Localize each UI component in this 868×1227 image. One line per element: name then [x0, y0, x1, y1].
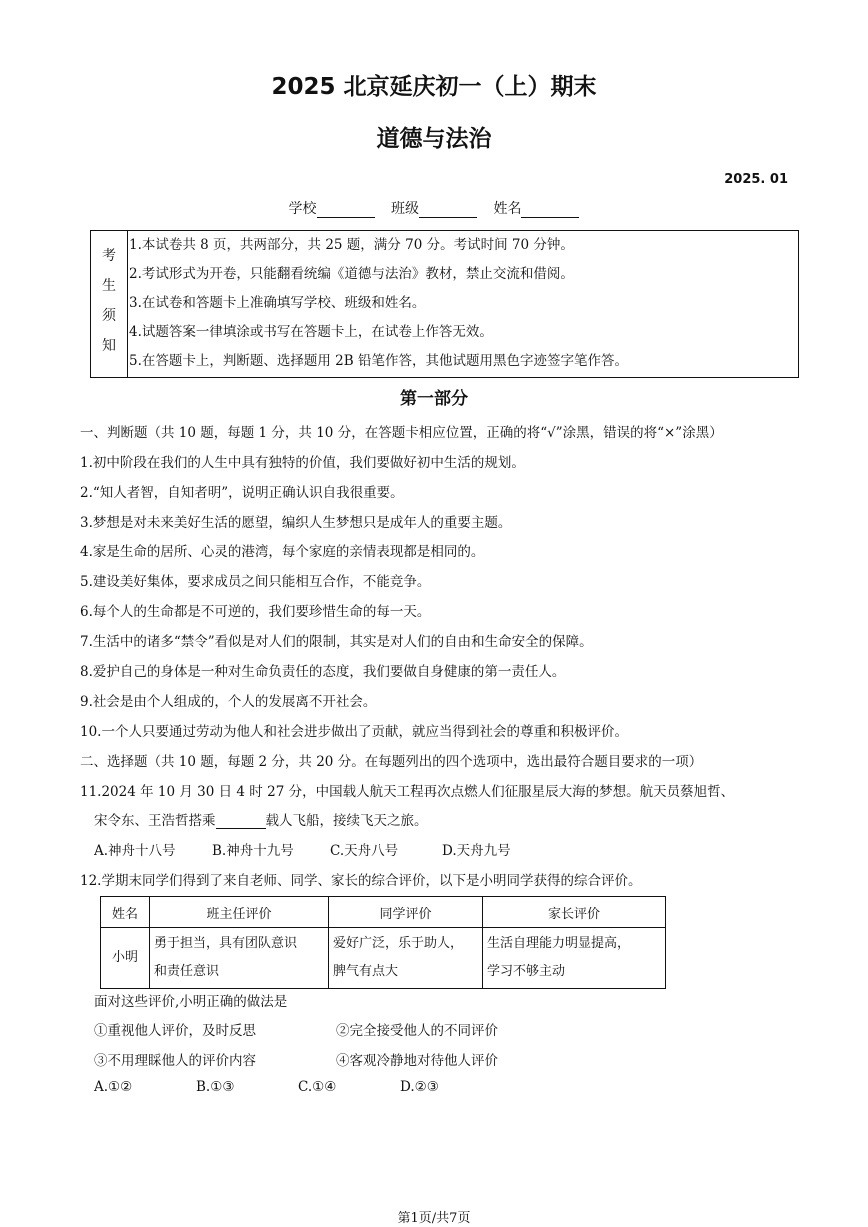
- option-c: C.天舟八号: [330, 843, 399, 859]
- question-11-options: [94, 839, 511, 859]
- evaluation-table: [100, 896, 666, 989]
- header-teacher: 班主任评价: [150, 897, 329, 928]
- student-info-fields: [0, 198, 868, 218]
- teacher-evaluation: 勇于担当，具有团队意识 和责任意识: [150, 928, 329, 989]
- notice-side-label: 考 生 须 知: [91, 231, 128, 377]
- question-7: 7.生活中的诸多“禁令”看似是对人们的限制，其实是对人们的自由和生命安全的保障。: [80, 634, 593, 650]
- statement-3: ③不用理睬他人的评价内容: [94, 1053, 256, 1069]
- page-number: 第1页/共7页: [397, 1211, 471, 1226]
- student-name: 小明: [101, 928, 150, 989]
- question-11-line2: 宋令东、王浩哲搭乘 载人飞船，接续飞天之旅。: [94, 813, 428, 829]
- question-10: 10.一个人只要通过劳动为他人和社会进步做出了贡献，就应当得到社会的尊重和积极评价。: [80, 724, 628, 740]
- option-b: B.①③: [196, 1079, 235, 1095]
- notice-item: 2.考试形式为开卷，只能翻看统编《道德与法治》教材，禁止交流和借阅。: [129, 266, 574, 282]
- option-d: D.②③: [400, 1079, 439, 1095]
- option-b: B.神舟十九号: [212, 843, 294, 859]
- question-4: 4.家是生命的居所、心灵的港湾，每个家庭的亲情表现都是相同的。: [80, 544, 485, 560]
- header-name: 姓名: [101, 897, 150, 928]
- table-row: [101, 928, 666, 989]
- table-header-row: [101, 897, 666, 928]
- classmate-evaluation: 爱好广泛，乐于助人， 脾气有点大: [329, 928, 483, 989]
- question-12-stem: 12.学期末同学们得到了来自老师、同学、家长的综合评价，以下是小明同学获得的综合评价。: [80, 873, 642, 889]
- subject-title: 道德与法治: [376, 126, 492, 152]
- part2-heading: 二、选择题（共 10 题，每题 2 分，共 20 分。在每题列出的四个选项中，选出最符合题目要求的一项）: [80, 754, 703, 770]
- parent-evaluation: 生活自理能力明显提高， 学习不够主动: [483, 928, 666, 989]
- section-title: 第一部分: [400, 389, 468, 409]
- statement-4: ④客观冷静地对待他人评价: [336, 1053, 498, 1069]
- question-12-prompt: 面对这些评价,小明正确的做法是: [94, 994, 288, 1010]
- option-c: C.①④: [298, 1079, 337, 1095]
- question-1: 1.初中阶段在我们的人生中具有独特的价值，我们要做好初中生活的规划。: [80, 455, 525, 471]
- statement-1: ①重视他人评价，及时反思: [94, 1023, 256, 1039]
- question-3: 3.梦想是对未来美好生活的愿望，编织人生梦想只是成年人的重要主题。: [80, 515, 512, 531]
- exam-notice-box: [90, 230, 799, 378]
- option-a: A.神舟十八号: [94, 843, 176, 859]
- notice-item: 3.在试卷和答题卡上准确填写学校、班级和姓名。: [129, 295, 426, 311]
- question-8: 8.爱护自己的身体是一种对生命负责任的态度，我们要做自身健康的第一责任人。: [80, 664, 566, 680]
- question-6: 6.每个人的生命都是不可逆的，我们要珍惜生命的每一天。: [80, 604, 431, 620]
- part1-heading: 一、判断题（共 10 题，每题 1 分，共 10 分，在答题卡相应位置，正确的将“√”涂黑，错误的将“×”涂黑）: [80, 425, 723, 441]
- question-9: 9.社会是由个人组成的，个人的发展离不开社会。: [80, 694, 377, 710]
- header-parents: 家长评价: [483, 897, 666, 928]
- option-a: A.①②: [94, 1079, 133, 1095]
- statement-2: ②完全接受他人的不同评价: [336, 1023, 498, 1039]
- question-5: 5.建设美好集体，要求成员之间只能相互合作，不能竞争。: [80, 574, 431, 590]
- notice-item: 1.本试卷共 8 页，共两部分，共 25 题，满分 70 分。考试时间 70 分钟。: [129, 237, 574, 253]
- exam-title: 2025 北京延庆初一（上）期末: [271, 74, 597, 100]
- header-classmates: 同学评价: [329, 897, 483, 928]
- option-d: D.天舟九号: [442, 843, 511, 859]
- question-12-options: [94, 1079, 439, 1095]
- notice-item: 4.试题答案一律填涂或书写在答题卡上，在试卷上作答无效。: [129, 324, 493, 340]
- exam-date: 2025. 01: [724, 172, 788, 187]
- question-11-line1: 11.2024 年 10 月 30 日 4 时 27 分，中国载人航天工程再次点燃人们征服星辰大海的梦想。航天员蔡旭哲、: [80, 784, 735, 800]
- notice-item: 5.在答题卡上，判断题、选择题用 2B 铅笔作答，其他试题用黑色字迹签字笔作答。: [129, 353, 628, 369]
- school-field[interactable]: 学校: [289, 198, 375, 218]
- answer-blank: [216, 814, 266, 829]
- question-2: 2.“知人者智，自知者明”，说明正确认识自我很重要。: [80, 485, 404, 501]
- class-field[interactable]: 班级: [391, 198, 477, 218]
- name-field[interactable]: 姓名: [493, 198, 579, 218]
